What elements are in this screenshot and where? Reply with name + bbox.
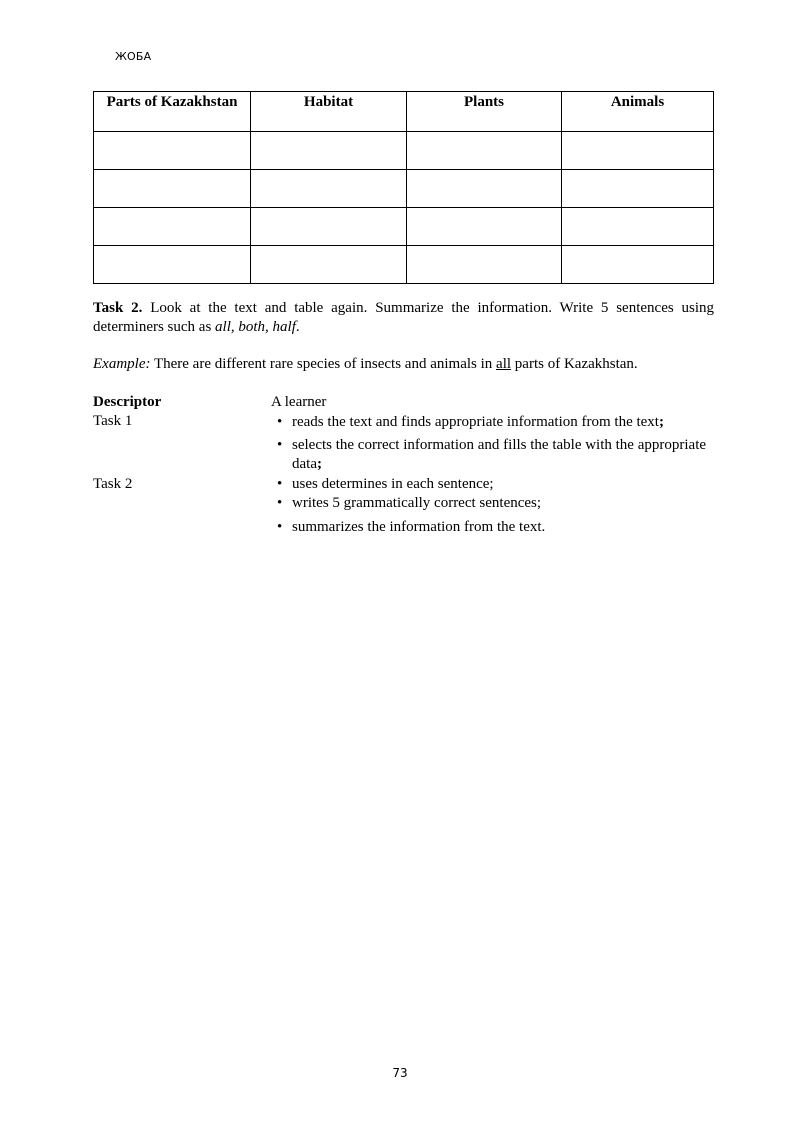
- learner-label: A learner: [271, 394, 327, 410]
- example-sentence: [93, 355, 733, 374]
- page-header: ЖОБА: [115, 50, 152, 63]
- task2-text: Look at the text and table again. Summarize the information. Write 5 sentences using: [150, 300, 715, 316]
- bullet-text: uses determines in each sentence;: [292, 476, 494, 492]
- task2-bullet-list-3: [277, 518, 717, 537]
- list-item: [277, 475, 717, 494]
- example-text-before: There are different rare species of insects and animals in: [150, 356, 497, 372]
- table-cell[interactable]: [251, 170, 407, 208]
- task1-bullet-list-2: [277, 436, 717, 474]
- bullet-text: writes 5 grammatically correct sentences;: [292, 495, 542, 511]
- bullet-icon: •: [277, 476, 283, 492]
- column-header-plants: Plants: [407, 92, 562, 132]
- task2-descriptor-label: Task 2: [93, 476, 133, 492]
- bullet-bold-end: ;: [658, 414, 664, 430]
- task2-bullet-list-1: [277, 475, 717, 494]
- descriptor-heading: Descriptor: [93, 394, 162, 410]
- bullet-text: selects the correct information and fills the table with the appropriate data: [292, 437, 707, 472]
- table-cell[interactable]: [251, 132, 407, 170]
- table-row: [94, 246, 714, 284]
- task1-label: Task 1: [93, 413, 133, 429]
- table-cell[interactable]: [562, 246, 714, 284]
- bullet-icon: •: [277, 437, 283, 453]
- column-header-animals: Animals: [562, 92, 714, 132]
- task2-text-prefix: determiners such as: [93, 319, 216, 335]
- table-cell[interactable]: [251, 208, 407, 246]
- list-item: [277, 413, 717, 432]
- task2-line-2: [93, 318, 714, 337]
- table-cell[interactable]: [562, 208, 714, 246]
- page-number: 73: [392, 1066, 408, 1080]
- task2-text-suffix: .: [295, 319, 300, 335]
- column-header-habitat: Habitat: [251, 92, 407, 132]
- habitat-table: [93, 91, 714, 284]
- table-cell[interactable]: [94, 170, 251, 208]
- table-row: [94, 170, 714, 208]
- list-item: [277, 494, 717, 513]
- list-item: [277, 436, 717, 474]
- bullet-text: summarizes the information from the text.: [292, 519, 546, 535]
- list-item: [277, 518, 717, 537]
- bullet-icon: •: [277, 519, 283, 535]
- task2-bullet-list-2: [277, 494, 717, 513]
- table-cell[interactable]: [94, 208, 251, 246]
- column-header-parts: Parts of Kazakhstan: [94, 92, 251, 132]
- example-label: Example:: [93, 356, 151, 372]
- example-text-after: parts of Kazakhstan.: [511, 356, 638, 372]
- table-cell[interactable]: [407, 132, 562, 170]
- bullet-text: reads the text and finds appropriate information from the text: [292, 414, 659, 430]
- bullet-icon: •: [277, 495, 283, 511]
- task1-bullet-list-1: [277, 413, 717, 432]
- table-cell[interactable]: [94, 132, 251, 170]
- bullet-bold-end: ;: [316, 456, 322, 472]
- table-cell[interactable]: [562, 170, 714, 208]
- task2-line-1: [93, 299, 714, 318]
- task2-label: Task 2.: [93, 300, 143, 316]
- task2-instructions: [93, 299, 714, 337]
- table-row: [94, 132, 714, 170]
- table-cell[interactable]: [407, 208, 562, 246]
- table-row: [94, 208, 714, 246]
- bullet-icon: •: [277, 414, 283, 430]
- table-cell[interactable]: [251, 246, 407, 284]
- example-underlined-word: all: [496, 356, 512, 372]
- table-cell[interactable]: [407, 170, 562, 208]
- table-cell[interactable]: [562, 132, 714, 170]
- task2-determiners: all, both, half: [215, 319, 296, 335]
- table-cell[interactable]: [407, 246, 562, 284]
- table-header-row: [94, 92, 714, 132]
- table-cell[interactable]: [94, 246, 251, 284]
